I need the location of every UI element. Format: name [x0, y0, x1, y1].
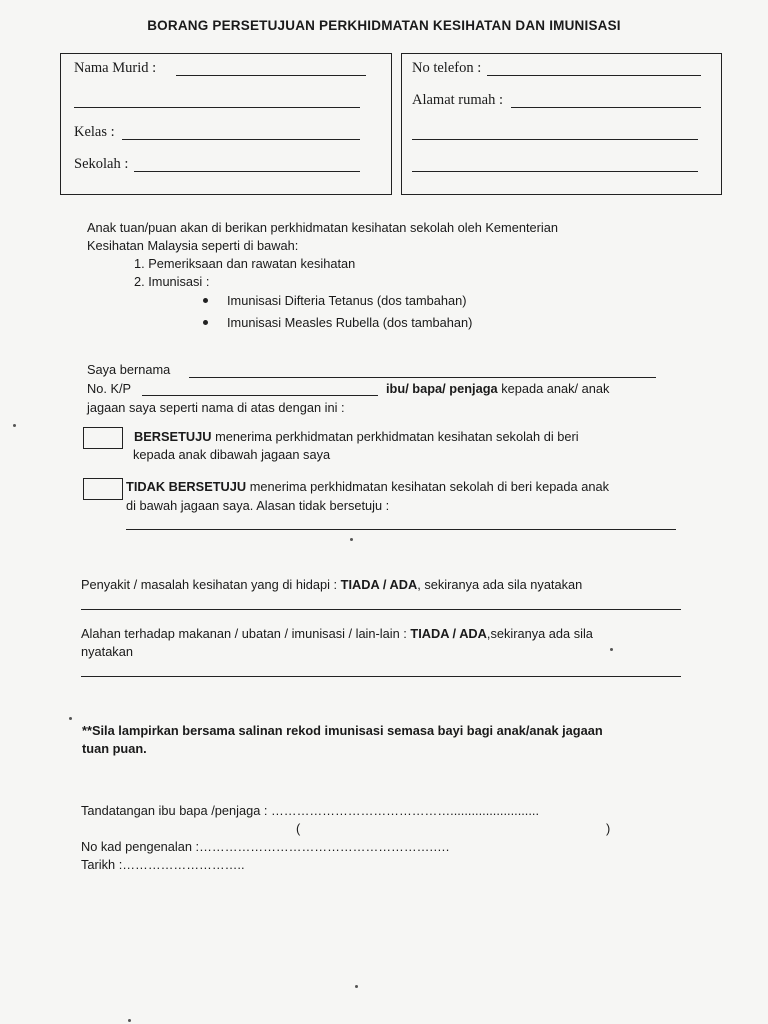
kelas-field[interactable]	[122, 139, 360, 140]
alamat-rumah-field-2[interactable]	[412, 139, 698, 140]
agree-text-1-rest: menerima perkhidmatan perkhidmatan kesihatan sekolah di beri	[211, 429, 579, 444]
no-telefon-label: No telefon :	[412, 60, 482, 76]
allergy-rest: ,sekiranya ada sila	[486, 626, 593, 641]
scan-speck	[610, 648, 613, 651]
role-text	[386, 380, 609, 398]
bullet-icon	[203, 320, 208, 325]
saya-bernama-field[interactable]	[189, 377, 656, 378]
kelas-label: Kelas :	[74, 124, 115, 140]
disagree-text-1-rest: menerima perkhidmatan kesihatan sekolah di beri kepada anak	[246, 479, 609, 494]
declaration-line-3: jagaan saya seperti nama di atas dengan ini :	[87, 400, 345, 415]
service-item-1: 1. Pemeriksaan dan rawatan kesihatan	[134, 256, 356, 271]
no-kp-label: No. K/P	[87, 381, 132, 396]
date-field[interactable]: Tarikh :………………………..	[81, 857, 245, 872]
allergy-question	[81, 625, 593, 643]
scan-speck	[13, 424, 16, 427]
nama-murid-field-2[interactable]	[74, 107, 360, 108]
allergy-text: Alahan terhadap makanan / ubatan / imunisasi / lain-lain :	[81, 626, 411, 641]
attachment-note-1: **Sila lampirkan bersama salinan rekod imunisasi semasa bayi bagi anak/anak jagaan	[82, 723, 603, 738]
illness-rest: , sekiranya ada sila nyatakan	[417, 577, 583, 592]
allergy-question-2: nyatakan	[81, 644, 133, 659]
nama-murid-field[interactable]	[176, 75, 366, 76]
allergy-field[interactable]	[81, 676, 681, 677]
paren-close: )	[606, 821, 611, 836]
nama-murid-label: Nama Murid :	[74, 60, 157, 76]
signature-field[interactable]: Tandatangan ibu bapa /penjaga : …………………………………….........................	[81, 803, 540, 818]
disagree-text-1	[126, 478, 609, 496]
no-kp-field[interactable]	[142, 395, 378, 396]
agree-label: BERSETUJU	[134, 429, 212, 444]
alamat-rumah-label: Alamat rumah :	[412, 92, 504, 108]
scan-speck	[350, 538, 353, 541]
agree-text-1	[134, 428, 579, 446]
sekolah-field[interactable]	[134, 171, 360, 172]
saya-bernama-label: Saya bernama	[87, 362, 171, 377]
alamat-rumah-field[interactable]	[511, 107, 701, 108]
intro-line-2: Kesihatan Malaysia seperti di bawah:	[87, 238, 299, 253]
agree-checkbox[interactable]	[83, 427, 123, 449]
immunisation-item-1: Imunisasi Difteria Tetanus (dos tambahan)	[227, 293, 467, 308]
attachment-note-2: tuan puan.	[82, 741, 147, 756]
illness-field[interactable]	[81, 609, 681, 610]
service-item-2: 2. Imunisasi :	[134, 274, 210, 289]
disagree-text-2: di bawah jagaan saya. Alasan tidak bersetuju :	[126, 498, 390, 513]
scan-speck	[69, 717, 72, 720]
agree-text-2: kepada anak dibawah jagaan saya	[133, 447, 331, 462]
ic-number-field[interactable]: No kad pengenalan :……………………………………………….….	[81, 839, 450, 854]
form-title: BORANG PERSETUJUAN PERKHIDMATAN KESIHATAN DAN IMUNISASI	[147, 18, 621, 33]
illness-options: TIADA / ADA	[340, 577, 418, 592]
illness-question	[81, 576, 582, 594]
scan-speck	[355, 985, 358, 988]
disagree-reason-field[interactable]	[126, 529, 676, 530]
scan-speck	[128, 1019, 131, 1022]
illness-text: Penyakit / masalah kesihatan yang di hidapi :	[81, 577, 341, 592]
sekolah-label: Sekolah :	[74, 156, 129, 172]
disagree-label: TIDAK BERSETUJU	[126, 479, 247, 494]
immunisation-item-2: Imunisasi Measles Rubella (dos tambahan)	[227, 315, 473, 330]
no-telefon-field[interactable]	[487, 75, 701, 76]
intro-line-1: Anak tuan/puan akan di berikan perkhidmatan kesihatan sekolah oleh Kementerian	[87, 220, 558, 235]
role-label: ibu/ bapa/ penjaga	[386, 381, 498, 396]
bullet-icon	[203, 298, 208, 303]
disagree-checkbox[interactable]	[83, 478, 123, 500]
allergy-options: TIADA / ADA	[410, 626, 487, 641]
role-rest: kepada anak/ anak	[497, 381, 610, 396]
alamat-rumah-field-3[interactable]	[412, 171, 698, 172]
paren-open: (	[296, 821, 301, 836]
